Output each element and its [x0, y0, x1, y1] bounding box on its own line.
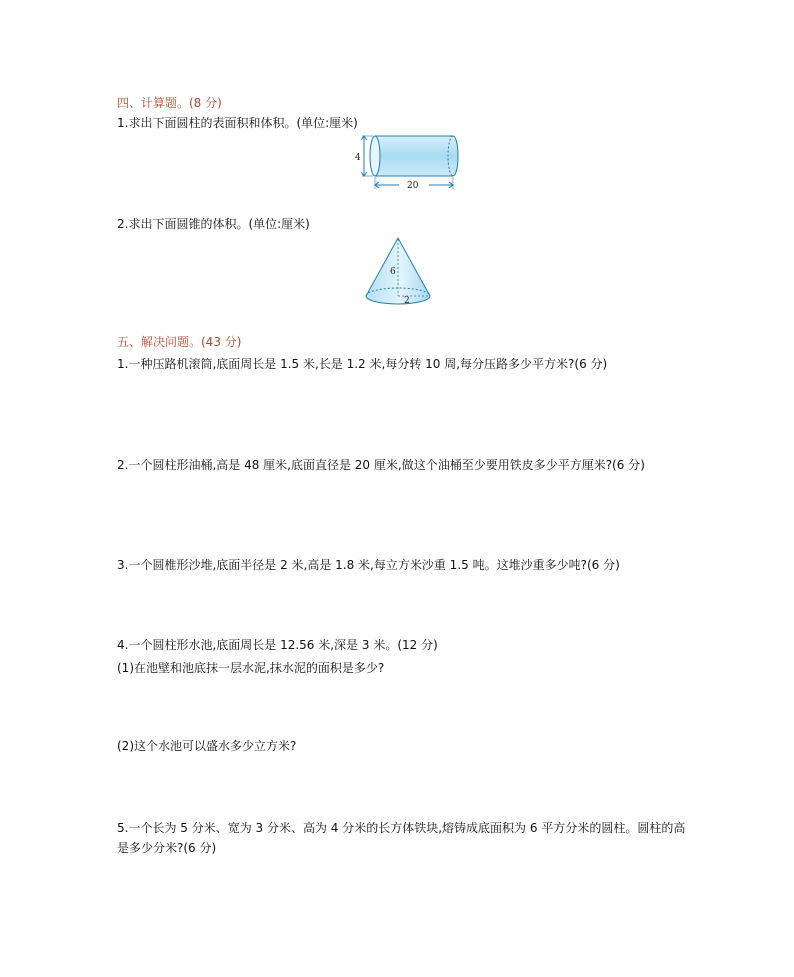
cone-radius-label: 2	[404, 296, 410, 306]
cone-height-label: 6	[390, 267, 396, 277]
problem-5-4: 4.一个圆柱形水池,底面周长是 12.56 米,深是 3 米。(12 分)	[117, 638, 438, 652]
problem-5-2: 2.一个圆柱形油桶,高是 48 厘米,底面直径是 20 厘米,做这个油桶至少要用铁皮多少平方厘米?(6 分)	[117, 458, 645, 472]
problem-5-1: 1.一种压路机滚筒,底面周长是 1.5 米,长是 1.2 米,每分转 10 周,每分压路多少平方米?(6 分)	[117, 357, 608, 371]
cylinder-body	[375, 136, 458, 176]
question-4-1: 1.求出下面圆柱的表面积和体积。(单位:厘米)	[117, 116, 358, 130]
cone-figure	[362, 234, 434, 308]
height-label: 4	[355, 153, 361, 163]
problem-5-3: 3.一个圆椎形沙堆,底面半径是 2 米,高是 1.8 米,每立方米沙重 1.5 吨。这堆沙重多少吨?(6 分)	[117, 558, 620, 572]
cylinder-figure	[355, 133, 467, 191]
question-4-2: 2.求出下面圆锥的体积。(单位:厘米)	[117, 217, 310, 231]
length-label: 20	[407, 181, 419, 191]
section-4-heading: 四、计算题。(8 分)	[117, 96, 222, 110]
cylinder-left-face	[370, 136, 380, 176]
section-5-heading: 五、解决问题。(43 分)	[117, 335, 242, 349]
problem-5-4-part-1: (1)在池壁和池底抹一层水泥,抹水泥的面积是多少?	[117, 661, 385, 675]
problem-5-4-part-2: (2)这个水池可以盛水多少立方米?	[117, 739, 297, 753]
problem-5-5: 5.一个长为 5 分米、宽为 3 分米、高为 4 分米的长方体铁块,熔铸成底面积为 6 平方分米的圆柱。圆柱的高是多少分米?(6 分)	[117, 821, 686, 855]
